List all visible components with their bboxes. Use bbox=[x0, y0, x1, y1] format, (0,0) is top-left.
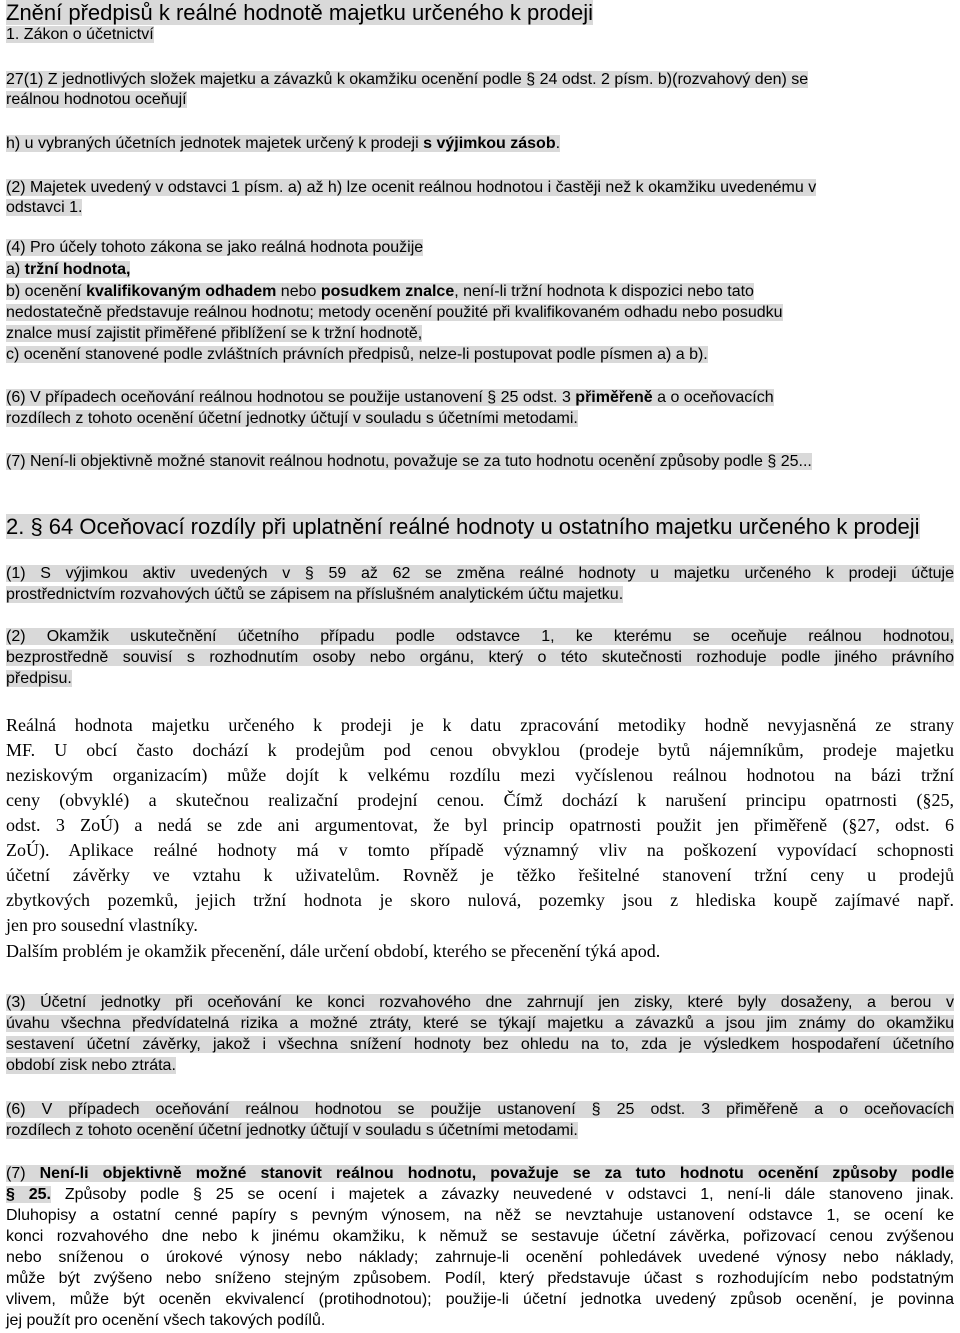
section3-paragraph-6-line: (6) V případech oceňování reálnou hodnotou se použije ustanovení § 25 odst. 3 přiměřeně a o oceňovacích bbox=[6, 1101, 954, 1118]
section1-heading: 1. Zákon o účetnictví bbox=[6, 26, 154, 43]
section3-paragraph-7-line: může být zvýšeno nebo sníženo stejným způsobem. Podíl, který představuje účast s rozhodujícím nebo podstatným bbox=[6, 1270, 954, 1287]
section3-paragraph-7-line: vlivem, může být oceněn ekvivalencí (protihodnotou); použije-li účetní jednotka uvedený způsob ocenění, je povinna bbox=[6, 1291, 954, 1308]
paragraph-h: h) u vybraných účetních jednotek majetek určený k prodeji s výjimkou zásob. bbox=[6, 135, 561, 152]
section2-paragraph-2-line: bezprostředně souvisí s rozhodnutím osoby nebo orgánu, který o této skutečnosti rozhoduje podle jiného právního bbox=[6, 649, 954, 666]
paragraph-4-b: b) ocenění kvalifikovaným odhadem nebo posudkem znalce, není-li tržní hodnota k dispozici nebo tato bbox=[6, 283, 754, 300]
section3-paragraph-6-line: rozdílech z tohoto ocenění účetní jednotky účtují v souladu s účetními metodami. bbox=[6, 1122, 578, 1139]
paragraph-4-b-line: nedostatečně představuje reálnou hodnotu; metody ocenění použité při kvalifikovaném odhadu nebo posudku bbox=[6, 304, 783, 321]
commentary-line: Dalším problém je okamžik přecenění, dále určení období, kterého se přecenění týká apod. bbox=[6, 941, 661, 961]
commentary-line: ceny (obvyklé) a skutečnou realizační prodejní cenou. Čímž dochází k narušení principu opatrnosti (§25, bbox=[6, 790, 954, 810]
paragraph-6: (6) V případech oceňování reálnou hodnotou se použije ustanovení § 25 odst. 3 přiměřeně a o oceňovacích bbox=[6, 389, 774, 406]
section2-paragraph-1-line: prostřednictvím rozvahových účtů se zápisem na příslušném analytickém účtu majetku. bbox=[6, 586, 624, 603]
section3-paragraph-7-line: konci rozvahového dne nebo k jinému okamžiku, k němuž se sestavuje účetní závěrka, pořizovací cenou zvýšenou bbox=[6, 1228, 954, 1245]
paragraph-27-1-line: 27(1) Z jednotlivých složek majetku a závazků k okamžiku ocenění podle § 24 odst. 2 písm. b)(rozvahový den) se bbox=[6, 71, 809, 88]
section2-heading: 2. § 64 Oceňovací rozdíly při uplatnění reálné hodnoty u ostatního majetku určeného k prodeji bbox=[6, 514, 920, 539]
section2-paragraph-2-line: předpisu. bbox=[6, 670, 72, 687]
paragraph-4-intro: (4) Pro účely tohoto zákona se jako reálná hodnota použije bbox=[6, 239, 424, 256]
document-title: Znění předpisů k reálné hodnotě majetku určeného k prodeji bbox=[6, 0, 594, 25]
section2-paragraph-2-line: (2) Okamžik uskutečnění účetního případu podle odstavce 1, ke kterému se oceňuje reálnou hodnotou, bbox=[6, 628, 954, 645]
paragraph-4-b-line: znalce musí zajistit přiměřené přiblížení se k tržní hodnotě, bbox=[6, 325, 423, 342]
commentary-line: účetní závěrky ve vztahu k uživatelům. Rovněž je těžko řešitelné stanovení tržní ceny u prodejů bbox=[6, 865, 954, 885]
paragraph-6-line: rozdílech z tohoto ocenění účetní jednotky účtují v souladu s účetními metodami. bbox=[6, 410, 578, 427]
commentary-line: neziskovým organizacím) může dojít k velkému rozdílu mezi vyčíslenou reálnou hodnotou na bázi tržní bbox=[6, 765, 954, 785]
section3-paragraph-7-line: jej použít pro ocenění všech takových podílů. bbox=[6, 1312, 326, 1329]
paragraph-27-1-line: reálnou hodnotou oceňují bbox=[6, 91, 187, 108]
section3-paragraph-3-line: období zisk nebo ztráta. bbox=[6, 1057, 176, 1074]
paragraph-2-line: odstavci 1. bbox=[6, 199, 83, 216]
commentary-line: ZoÚ). Aplikace reálné hodnoty má v tomto případě významný vliv na poškození vypovídací schopnosti bbox=[6, 840, 954, 860]
section3-paragraph-3-line: (3) Účetní jednotky při oceňování ke konci rozvahového dne zahrnují jen zisky, které byly dosaženy, a berou v bbox=[6, 994, 954, 1011]
section3-paragraph-7-line: nebo sníženou o úrokové výnosy nebo náklady; zahrnuje-li ocenění pohledávek uvedené výnosy nebo náklady, bbox=[6, 1249, 954, 1266]
section3-paragraph-7: (7) Není-li objektivně možné stanovit reálnou hodnotu, považuje se za tuto hodnotu ocenění způsoby podle bbox=[6, 1165, 955, 1182]
paragraph-2-line: (2) Majetek uvedený v odstavci 1 písm. a) až h) lze ocenit reálnou hodnotou i častěji než k okamžiku uvedenému v bbox=[6, 179, 817, 196]
section3-paragraph-3-line: úvahu všechna předvídatelná rizika a možné ztráty, které se týkají majetku a závazků a jsou jim známy do okamžiku bbox=[6, 1015, 954, 1032]
commentary-line: zbytkových pozemků, jejich tržní hodnota je skoro nulová, pozemky jsou z hlediska koupě zajímavé např. bbox=[6, 890, 954, 910]
section3-paragraph-3-line: sestavení účetní závěrky, jakož i všechna snížení hodnoty bez ohledu na to, zda je výsledkem hospodaření účetního bbox=[6, 1036, 954, 1053]
commentary-line: jen pro sousední vlastníky. bbox=[6, 915, 198, 935]
commentary-line: Reálná hodnota majetku určeného k prodeji je k datu zpracování metodiky hodně nevyjasněná ze strany bbox=[6, 715, 954, 735]
commentary-line: odst. 3 ZoÚ) a nedá se zde ani argumentovat, že byl princip opatrnosti použit jen přiměřeně (§27, odst. 6 bbox=[6, 815, 954, 835]
section3-paragraph-7-line: Dluhopisy a ostatní cenné papíry s pevným výnosem, na něž se nevztahuje ustanovení odstavce 1, se ocení ke bbox=[6, 1207, 954, 1224]
section2-paragraph-1-line: (1) S výjimkou aktiv uvedených v § 59 až 62 se změna reálné hodnoty u majetku určeného k prodeji účtuje bbox=[6, 565, 954, 582]
commentary-line: MF. U obcí často dochází k prodejům pod cenou obvyklou (prodeje bytů nájemníkům, prodeje majetku bbox=[6, 740, 954, 760]
paragraph-7: (7) Není-li objektivně možné stanovit reálnou hodnotu, považuje se za tuto hodnotu ocenění způsoby podle § 25... bbox=[6, 453, 812, 470]
section3-paragraph-7-line: § 25. Způsoby podle § 25 se ocení i majetek a závazky neuvedené v odstavci 1, není-li dále stanoveno jinak. bbox=[6, 1186, 955, 1203]
paragraph-4-a: a) tržní hodnota, bbox=[6, 261, 131, 278]
paragraph-4-c: c) ocenění stanovené podle zvláštních právních předpisů, nelze-li postupovat podle písmen a) a b). bbox=[6, 346, 708, 363]
